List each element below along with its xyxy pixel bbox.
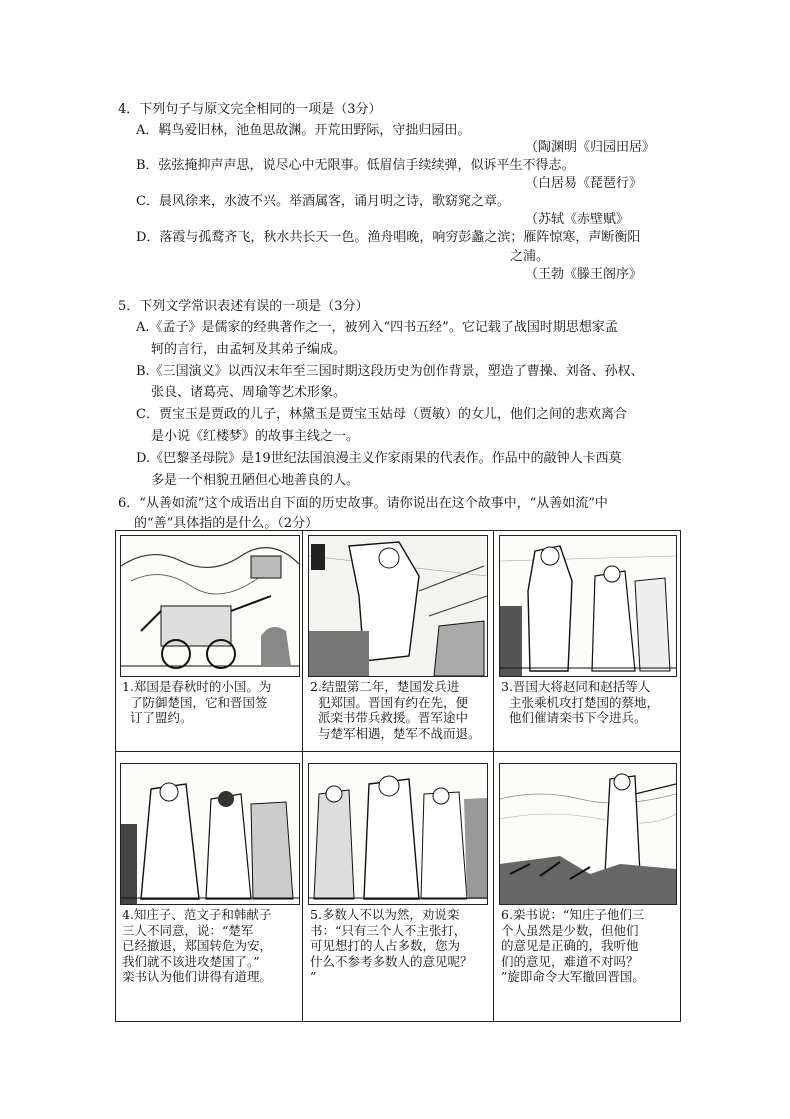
q4-option-d-cont: 之浦。 bbox=[510, 249, 550, 264]
comic-caption-1: 1.郑国是春秋时的小国。为 了防御楚国，它和晋国签 订了盟约。 bbox=[122, 679, 272, 725]
comic-caption-5: 5.多数人不以为然，劝说栾 书：“只有三个人不主张打， 可见想打的人占多数，您为 什么不参考多数人的意见呢？ ” bbox=[310, 907, 473, 984]
grid-divider bbox=[116, 751, 680, 752]
comic-panel-6-illustration bbox=[499, 763, 677, 905]
q4-option-d-source: （王勃《滕王阁序》 bbox=[525, 267, 643, 282]
q4-option-b-source: （白居易《琵琶行》 bbox=[525, 176, 643, 191]
q4-option-b: B．弦弦掩抑声声思，说尽心中无限事。低眉信手续续弹，似诉平生不得志。 bbox=[136, 158, 575, 173]
grid-divider bbox=[493, 531, 494, 1021]
comic-panel-5-illustration bbox=[308, 763, 488, 905]
q5-line: 张良、诸葛亮、周瑜等艺术形象。 bbox=[151, 385, 347, 400]
comic-caption-6: 6.栾书说：“知庄子他们三 个人虽然是少数，但他们 的意见是正确的，我听他 们的意见，难道不对吗？ ”旋即命令大军撤回晋国。 bbox=[501, 907, 645, 984]
q5-line: B.《三国演义》以西汉末年至三国时期这段历史为创作背景，塑造了曹操、刘备、孙权、 bbox=[136, 364, 644, 379]
comic-caption-2: 2.结盟第二年，楚国发兵进 犯郑国。晋国有约在先，便 派栾书带兵救援。晋军途中 与楚军相遇，楚军不战而退。 bbox=[310, 679, 481, 741]
q4-option-c-source: （苏轼《赤壁赋》 bbox=[525, 212, 630, 227]
q5-stem: 5．下列文学常识表述有误的一项是（3分） bbox=[118, 299, 369, 314]
q5-line: 轲的言行，由孟轲及其弟子编成。 bbox=[151, 342, 347, 357]
comic-caption-4: 4.知庄子、范文子和韩献子 三人不同意，说：“楚军 已经撤退，郑国转危为安， 我们就不该进攻楚国了。” 栾书认为他们讲得有道理。 bbox=[122, 907, 273, 984]
q5-line: 多是一个相貌丑陋但心地善良的人。 bbox=[151, 473, 360, 488]
grid-divider bbox=[302, 531, 303, 1021]
comic-panel-4-illustration bbox=[120, 763, 300, 905]
q4-stem: 4．下列句子与原文完全相同的一项是（3分） bbox=[118, 102, 382, 117]
q6-line1: 6．“从善如流”这个成语出自下面的历史故事。请你说出在这个故事中，“从善如流”中 bbox=[118, 496, 608, 511]
comic-caption-3: 3.晋国大将赵同和赵括等人 主张乘机攻打楚国的蔡地， 他们催请栾书下令进兵。 bbox=[501, 679, 659, 725]
q4-option-d: D．落霞与孤鹜齐飞，秋水共长天一色。渔舟唱晚，响穷彭蠡之滨；雁阵惊寒，声断衡阳 bbox=[136, 230, 641, 245]
q6-line2: 的“善”具体指的是什么。（2分） bbox=[134, 516, 319, 531]
comic-panel-1-illustration bbox=[120, 535, 300, 677]
q5-line: D.《巴黎圣母院》是19世纪法国浪漫主义作家雨果的代表作。作品中的敲钟人卡西莫 bbox=[136, 451, 622, 466]
q4-option-c: C．晨风徐来，水波不兴。举酒属客，诵月明之诗，歌窈窕之章。 bbox=[136, 194, 510, 209]
comic-panel-3-illustration bbox=[499, 535, 677, 677]
q5-line: A.《孟子》是儒家的经典著作之一，被列入“四书五经”。它记载了战国时期思想家孟 bbox=[136, 320, 618, 335]
q5-line: 是小说《红楼梦》的故事主线之一。 bbox=[151, 429, 360, 444]
q5-line: C．贾宝玉是贾政的儿子，林黛玉是贾宝玉姑母（贾敏）的女儿，他们之间的悲欢离合 bbox=[136, 407, 627, 422]
comic-table bbox=[115, 530, 681, 1022]
q4-option-a: A．羁鸟爱旧林，池鱼思故渊。开荒田野际，守拙归园田。 bbox=[136, 123, 471, 138]
q4-option-a-source: （陶渊明《归园田居》 bbox=[525, 140, 656, 155]
comic-panel-2-illustration bbox=[308, 535, 488, 677]
